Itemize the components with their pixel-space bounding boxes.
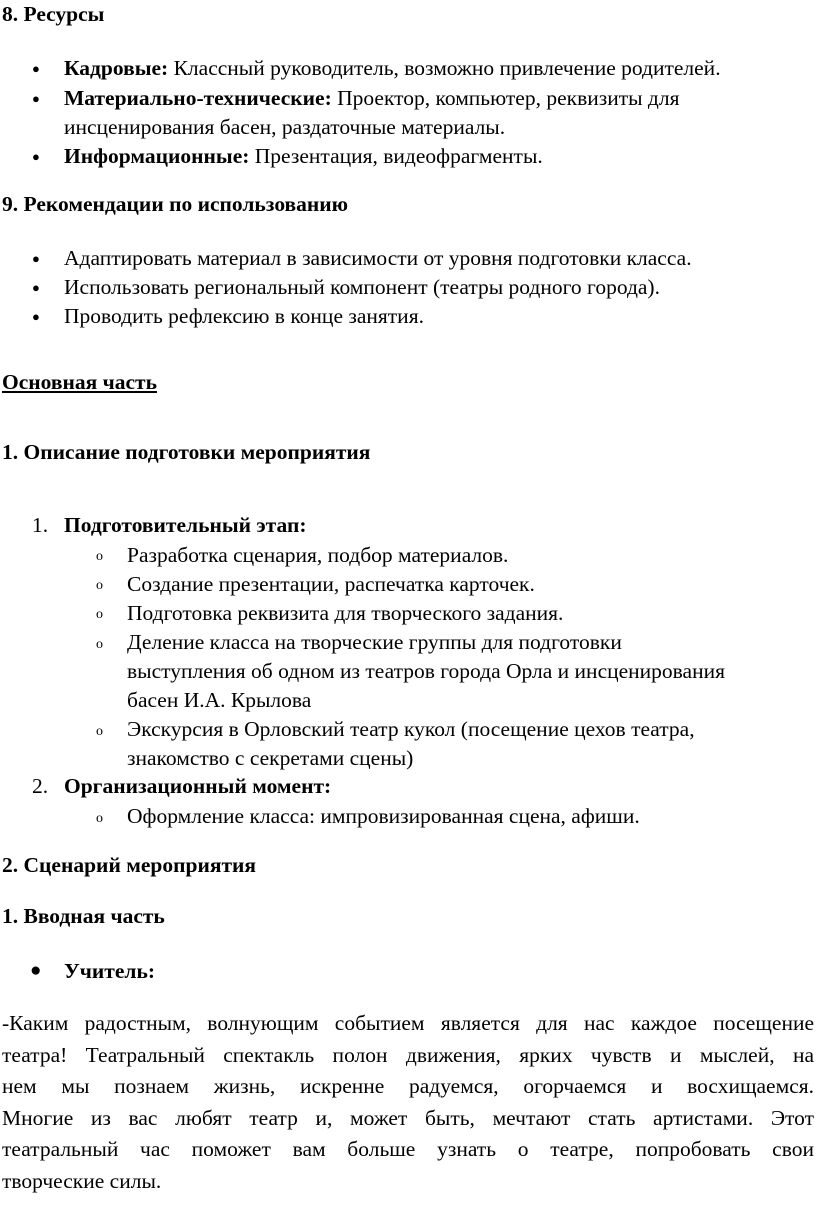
resource-label: Материально-технические: (64, 86, 332, 110)
stage-label-text: Организационный момент: (64, 774, 332, 798)
stage-item: Экскурсия в Орловский театр кукол (посещение цехов театра, (127, 717, 695, 741)
stage-number: 1. (32, 513, 49, 537)
paragraph-line: театральный час поможет вам больше узнать о театре, попробовать свои (2, 1137, 814, 1161)
intro-heading: 1. Вводная часть (2, 904, 165, 928)
bullet-icon: ● (32, 91, 40, 106)
paragraph-line: нем мы познаем жизнь, искренне радуемся, огорчаемся и восхищаемся. (2, 1074, 814, 1098)
main-part-heading: Основная часть (2, 370, 157, 394)
circle-bullet-icon: o (96, 724, 103, 739)
stage-item: Оформление класса: импровизированная сцена, афиши. (127, 804, 640, 828)
bullet-icon: ● (32, 280, 40, 295)
resource-item-material-cont: инсценирования басен, раздаточные материалы. (64, 115, 506, 139)
stage-item: Деление класса на творческие группы для подготовки (127, 630, 622, 654)
recommendation-item: Использовать региональный компонент (театры родного города). (64, 275, 660, 299)
prep-heading: 1. Описание подготовки мероприятия (2, 440, 371, 464)
resource-item-material (64, 83, 680, 113)
stage-item-cont: басен И.А. Крылова (127, 688, 312, 712)
section-9-heading: 9. Рекомендации по использованию (2, 192, 349, 216)
circle-bullet-icon: o (96, 607, 103, 622)
bullet-icon: ● (32, 251, 40, 266)
stage-number: 2. (32, 774, 49, 798)
stage-label-text: Подготовительный этап: (64, 513, 307, 537)
recommendation-item: Проводить рефлексию в конце занятия. (64, 304, 424, 328)
bullet-icon: ● (32, 61, 40, 76)
resource-text: Проектор, компьютер, реквизиты для (331, 86, 680, 110)
bullet-icon: ● (32, 149, 40, 164)
resource-item-staff (64, 53, 721, 83)
circle-bullet-icon: o (96, 549, 103, 564)
stage-item: Разработка сценария, подбор материалов. (127, 543, 509, 567)
intro-paragraph (2, 1008, 814, 1197)
resource-item-info (64, 141, 543, 171)
paragraph-line: Многие из вас любят театр и, может быть, мечтают стать артистами. Этот (2, 1105, 814, 1130)
paragraph-line: театра! Театральный спектакль полон движения, ярких чувств и мыслей, на (2, 1042, 814, 1067)
scenario-heading: 2. Сценарий мероприятия (2, 853, 257, 877)
stage-item: Подготовка реквизита для творческого задания. (127, 601, 564, 625)
speaker-label (64, 956, 155, 986)
stage-item: Создание презентации, распечатка карточек. (127, 572, 535, 596)
resource-text: Классный руководитель, возможно привлечение родителей. (168, 56, 721, 80)
speaker-text: Учитель: (64, 959, 155, 983)
stage-item-cont: знакомство с секретами сцены) (127, 746, 414, 770)
circle-bullet-icon: o (96, 811, 103, 826)
stage-label (64, 510, 307, 540)
circle-bullet-icon: o (96, 578, 103, 593)
resource-label: Кадровые: (64, 56, 169, 80)
resource-label: Информационные: (64, 144, 250, 168)
stage-item-cont: выступления об одном из театров города Орла и инсценирования (127, 659, 725, 683)
stage-label (64, 771, 331, 801)
section-8-heading: 8. Ресурсы (2, 2, 105, 26)
bullet-icon: ● (32, 309, 40, 324)
recommendation-item: Адаптировать материал в зависимости от уровня подготовки класса. (64, 246, 692, 270)
resource-text: Презентация, видеофрагменты. (249, 144, 543, 168)
bullet-icon: ● (30, 960, 42, 981)
paragraph-line: -Каким радостным, волнующим событием является для нас каждое посещение (2, 1011, 814, 1035)
circle-bullet-icon: o (96, 637, 103, 652)
paragraph-line: творческие силы. (2, 1168, 162, 1193)
